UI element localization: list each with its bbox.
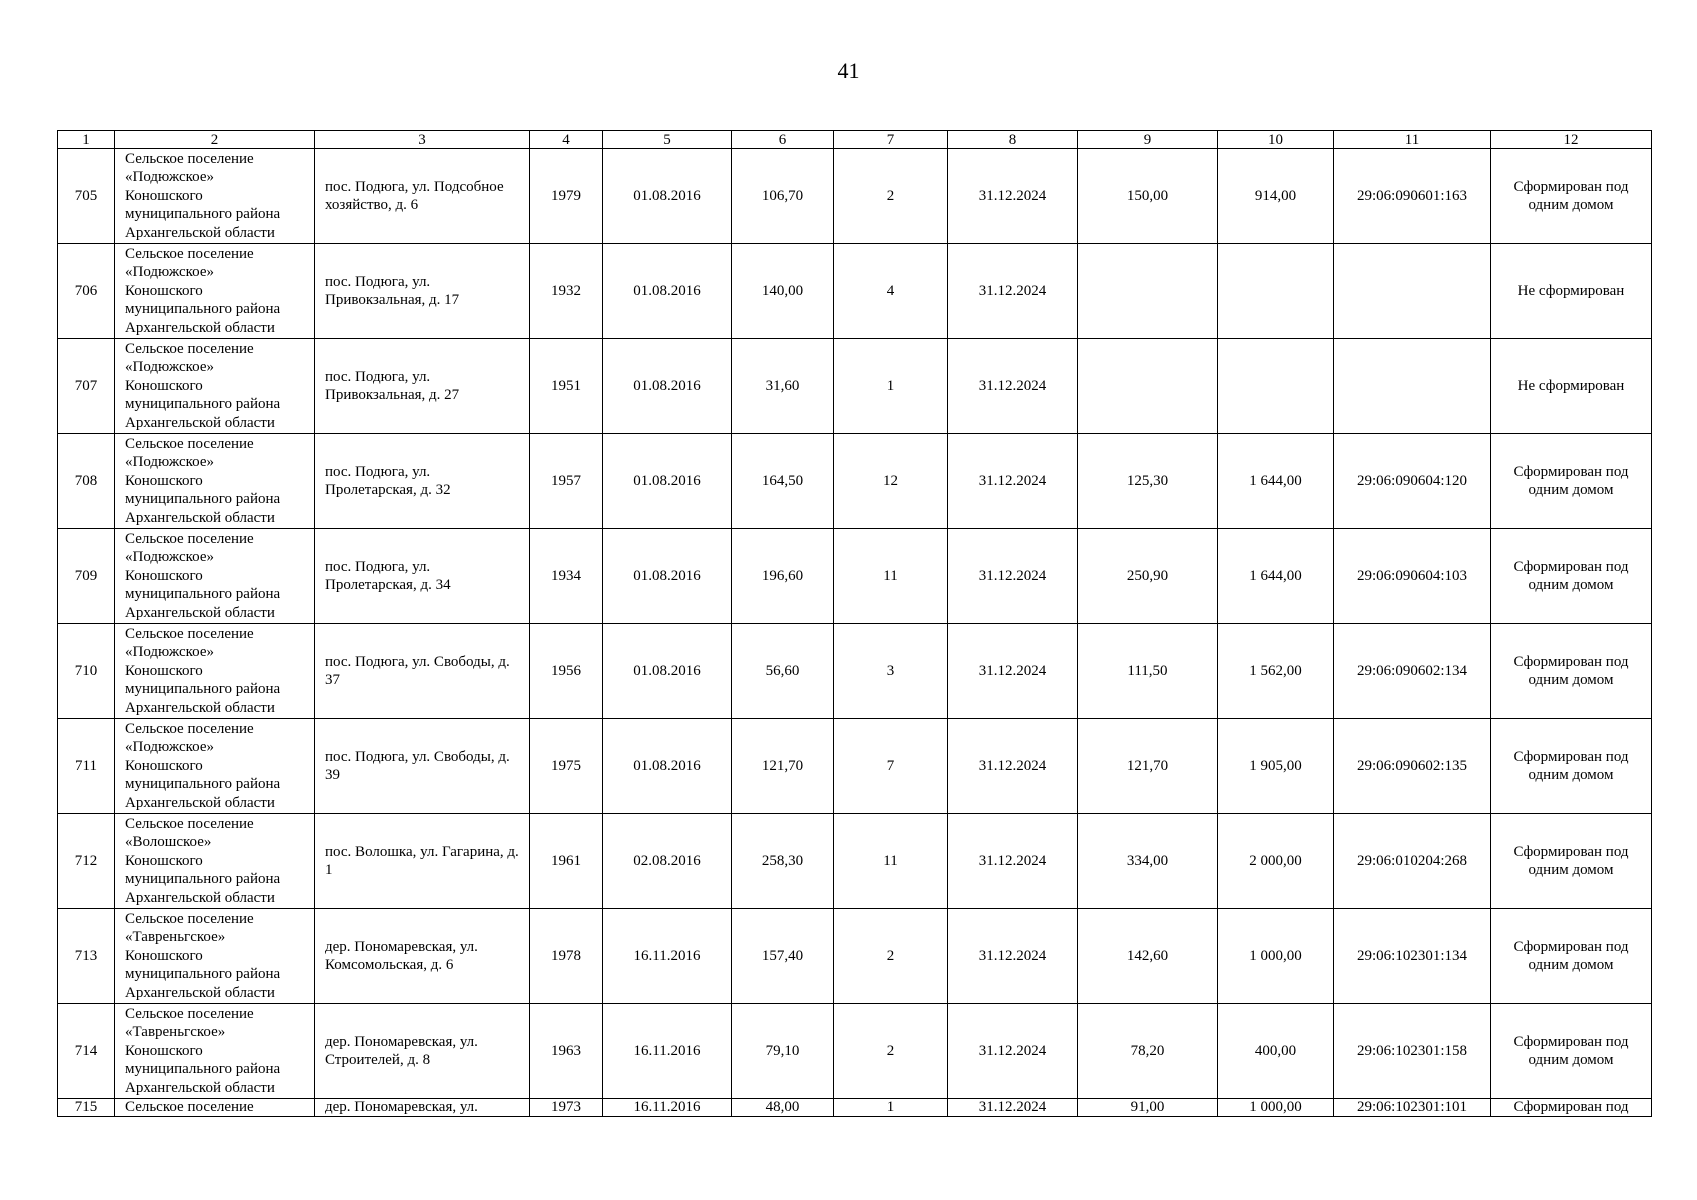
year-cell: 1934 — [530, 529, 603, 624]
owner-line: Сельское поселение — [125, 625, 254, 642]
year-cell: 1978 — [530, 909, 603, 1004]
deadline-cell: 31.12.2024 — [948, 814, 1078, 909]
col9-cell — [1078, 339, 1218, 434]
owner-line: Архангельской области — [125, 889, 275, 906]
residents-cell: 4 — [834, 244, 948, 339]
owner-line: Архангельской области — [125, 224, 275, 241]
deadline-cell: 31.12.2024 — [948, 909, 1078, 1004]
residents-cell: 1 — [834, 339, 948, 434]
year-cell: 1957 — [530, 434, 603, 529]
col9-cell: 334,00 — [1078, 814, 1218, 909]
deadline-cell: 31.12.2024 — [948, 339, 1078, 434]
column-header: 6 — [732, 131, 834, 149]
owner-line: муниципального района — [125, 681, 281, 698]
owner-line: «Подюжское» — [125, 169, 214, 186]
owner-line: Коношского — [125, 567, 203, 584]
cadastral-cell — [1334, 244, 1491, 339]
owner-line: Сельское поселение — [125, 245, 254, 262]
owner-line: Архангельской области — [125, 699, 275, 716]
cadastral-cell: 29:06:090601:163 — [1334, 149, 1491, 244]
column-header: 2 — [115, 131, 315, 149]
page-number: 41 — [837, 58, 860, 83]
owner-line: «Подюжское» — [125, 359, 214, 376]
row-number: 714 — [58, 1004, 115, 1099]
owner-line: Коношского — [125, 662, 203, 679]
owner-line: «Тавреньгское» — [125, 929, 226, 946]
residents-cell: 1 — [834, 1099, 948, 1117]
area-cell: 157,40 — [732, 909, 834, 1004]
table-row — [58, 339, 1652, 434]
owner-line: муниципального района — [125, 491, 281, 508]
owner-line: Архангельской области — [125, 794, 275, 811]
row-number: 705 — [58, 149, 115, 244]
cadastral-cell: 29:06:102301:101 — [1334, 1099, 1491, 1117]
table-row — [58, 814, 1652, 909]
address-cell: пос. Подюга, ул. Подсобное хозяйство, д. 6 — [315, 149, 530, 244]
cadastral-cell: 29:06:090602:134 — [1334, 624, 1491, 719]
owner-line: «Волошское» — [125, 834, 212, 851]
col9-cell: 250,90 — [1078, 529, 1218, 624]
owner-line: «Подюжское» — [125, 644, 214, 661]
row-number: 712 — [58, 814, 115, 909]
column-header: 9 — [1078, 131, 1218, 149]
table-row — [58, 909, 1652, 1004]
date-cell: 16.11.2016 — [603, 1099, 732, 1117]
owner-line: муниципального района — [125, 871, 281, 888]
col10-cell: 1 000,00 — [1218, 1099, 1334, 1117]
cadastral-cell — [1334, 339, 1491, 434]
col9-cell: 78,20 — [1078, 1004, 1218, 1099]
cadastral-cell: 29:06:102301:158 — [1334, 1004, 1491, 1099]
table-row — [58, 624, 1652, 719]
cadastral-cell: 29:06:010204:268 — [1334, 814, 1491, 909]
owner-line: Коношского — [125, 852, 203, 869]
table-row — [58, 1004, 1652, 1099]
residents-cell: 2 — [834, 1004, 948, 1099]
col10-cell: 2 000,00 — [1218, 814, 1334, 909]
row-number: 713 — [58, 909, 115, 1004]
address-cell: пос. Подюга, ул. Свободы, д. 39 — [315, 719, 530, 814]
table-row — [58, 1099, 1652, 1117]
deadline-cell: 31.12.2024 — [948, 1099, 1078, 1117]
col10-cell — [1218, 339, 1334, 434]
owner-line: «Подюжское» — [125, 454, 214, 471]
col9-cell — [1078, 244, 1218, 339]
address-cell: пос. Подюга, ул. Привокзальная, д. 27 — [315, 339, 530, 434]
column-header: 7 — [834, 131, 948, 149]
column-header: 10 — [1218, 131, 1334, 149]
owner-line: муниципального района — [125, 206, 281, 223]
status-cell: Сформирован под одним домом — [1491, 434, 1652, 529]
address-cell: пос. Подюга, ул. Пролетарская, д. 34 — [315, 529, 530, 624]
row-number: 707 — [58, 339, 115, 434]
cadastral-cell: 29:06:090604:103 — [1334, 529, 1491, 624]
col9-cell: 121,70 — [1078, 719, 1218, 814]
column-header: 4 — [530, 131, 603, 149]
status-cell: Сформирован под одним домом — [1491, 909, 1652, 1004]
year-cell: 1951 — [530, 339, 603, 434]
owner-cell — [115, 149, 315, 244]
year-cell: 1979 — [530, 149, 603, 244]
date-cell: 02.08.2016 — [603, 814, 732, 909]
table-body — [58, 149, 1652, 1117]
address-cell: пос. Волошка, ул. Гагарина, д. 1 — [315, 814, 530, 909]
area-cell: 106,70 — [732, 149, 834, 244]
row-number: 711 — [58, 719, 115, 814]
residents-cell: 11 — [834, 529, 948, 624]
owner-line: Коношского — [125, 187, 203, 204]
area-cell: 31,60 — [732, 339, 834, 434]
owner-line: Архангельской области — [125, 1079, 275, 1096]
residents-cell: 7 — [834, 719, 948, 814]
status-cell: Сформирован под одним домом — [1491, 624, 1652, 719]
column-header: 5 — [603, 131, 732, 149]
table-row — [58, 244, 1652, 339]
owner-line: Архангельской области — [125, 604, 275, 621]
owner-line: Архангельской области — [125, 319, 275, 336]
owner-line: Сельское поселение — [125, 910, 254, 927]
owner-cell — [115, 339, 315, 434]
residents-cell: 11 — [834, 814, 948, 909]
table-row — [58, 529, 1652, 624]
residents-cell: 3 — [834, 624, 948, 719]
deadline-cell: 31.12.2024 — [948, 244, 1078, 339]
table-row — [58, 719, 1652, 814]
owner-line: Архангельской области — [125, 509, 275, 526]
owner-line: Сельское поселение — [125, 530, 254, 547]
owner-line: Коношского — [125, 377, 203, 394]
date-cell: 01.08.2016 — [603, 244, 732, 339]
area-cell: 164,50 — [732, 434, 834, 529]
owner-cell — [115, 814, 315, 909]
owner-cell: Сельское поселение — [115, 1099, 315, 1117]
owner-line: муниципального района — [125, 776, 281, 793]
row-number: 706 — [58, 244, 115, 339]
owner-line: Сельское поселение — [125, 150, 254, 167]
col10-cell: 1 644,00 — [1218, 529, 1334, 624]
residents-cell: 12 — [834, 434, 948, 529]
owner-cell — [115, 529, 315, 624]
owner-cell — [115, 909, 315, 1004]
address-cell: пос. Подюга, ул. Пролетарская, д. 32 — [315, 434, 530, 529]
area-cell: 79,10 — [732, 1004, 834, 1099]
year-cell: 1956 — [530, 624, 603, 719]
year-cell: 1973 — [530, 1099, 603, 1117]
col10-cell — [1218, 244, 1334, 339]
col10-cell: 1 000,00 — [1218, 909, 1334, 1004]
col10-cell: 400,00 — [1218, 1004, 1334, 1099]
column-header: 1 — [58, 131, 115, 149]
housing-registry-table — [57, 130, 1652, 1117]
owner-line: Сельское поселение — [125, 435, 254, 452]
area-cell: 56,60 — [732, 624, 834, 719]
owner-line: муниципального района — [125, 396, 281, 413]
col9-cell: 150,00 — [1078, 149, 1218, 244]
address-cell: дер. Пономаревская, ул. — [315, 1099, 530, 1117]
col9-cell: 91,00 — [1078, 1099, 1218, 1117]
area-cell: 258,30 — [732, 814, 834, 909]
owner-line: «Подюжское» — [125, 264, 214, 281]
cadastral-cell: 29:06:090602:135 — [1334, 719, 1491, 814]
table-row — [58, 434, 1652, 529]
deadline-cell: 31.12.2024 — [948, 149, 1078, 244]
owner-line: Коношского — [125, 282, 203, 299]
col10-cell: 1 905,00 — [1218, 719, 1334, 814]
area-cell: 196,60 — [732, 529, 834, 624]
date-cell: 16.11.2016 — [603, 909, 732, 1004]
owner-line: Сельское поселение — [125, 815, 254, 832]
date-cell: 01.08.2016 — [603, 149, 732, 244]
residents-cell: 2 — [834, 149, 948, 244]
owner-line: Коношского — [125, 472, 203, 489]
owner-line: муниципального района — [125, 586, 281, 603]
address-cell: дер. Пономаревская, ул. Строителей, д. 8 — [315, 1004, 530, 1099]
col10-cell: 1 562,00 — [1218, 624, 1334, 719]
owner-line: «Подюжское» — [125, 739, 214, 756]
owner-line: «Подюжское» — [125, 549, 214, 566]
date-cell: 01.08.2016 — [603, 719, 732, 814]
year-cell: 1961 — [530, 814, 603, 909]
owner-cell — [115, 244, 315, 339]
cadastral-cell: 29:06:102301:134 — [1334, 909, 1491, 1004]
status-cell: Сформирован под — [1491, 1099, 1652, 1117]
owner-cell — [115, 434, 315, 529]
date-cell: 01.08.2016 — [603, 529, 732, 624]
owner-line: Сельское поселение — [125, 340, 254, 357]
address-cell: дер. Пономаревская, ул. Комсомольская, д. 6 — [315, 909, 530, 1004]
owner-line: муниципального района — [125, 1061, 281, 1078]
area-cell: 121,70 — [732, 719, 834, 814]
status-cell: Сформирован под одним домом — [1491, 814, 1652, 909]
owner-cell — [115, 624, 315, 719]
col9-cell: 142,60 — [1078, 909, 1218, 1004]
owner-line: муниципального района — [125, 966, 281, 983]
col10-cell: 914,00 — [1218, 149, 1334, 244]
deadline-cell: 31.12.2024 — [948, 434, 1078, 529]
residents-cell: 2 — [834, 909, 948, 1004]
row-number: 715 — [58, 1099, 115, 1117]
row-number: 709 — [58, 529, 115, 624]
owner-line: Коношского — [125, 1042, 203, 1059]
date-cell: 01.08.2016 — [603, 434, 732, 529]
column-header: 11 — [1334, 131, 1491, 149]
row-number: 708 — [58, 434, 115, 529]
owner-line: Коношского — [125, 757, 203, 774]
address-cell: пос. Подюга, ул. Привокзальная, д. 17 — [315, 244, 530, 339]
owner-line: Архангельской области — [125, 414, 275, 431]
owner-line: «Тавреньгское» — [125, 1024, 226, 1041]
date-cell: 01.08.2016 — [603, 624, 732, 719]
col9-cell: 111,50 — [1078, 624, 1218, 719]
owner-cell — [115, 719, 315, 814]
status-cell: Сформирован под одним домом — [1491, 1004, 1652, 1099]
status-cell: Сформирован под одним домом — [1491, 529, 1652, 624]
column-header: 8 — [948, 131, 1078, 149]
owner-line: муниципального района — [125, 301, 281, 318]
row-number: 710 — [58, 624, 115, 719]
cadastral-cell: 29:06:090604:120 — [1334, 434, 1491, 529]
date-cell: 01.08.2016 — [603, 339, 732, 434]
col9-cell: 125,30 — [1078, 434, 1218, 529]
column-number-row — [58, 131, 1652, 149]
col10-cell: 1 644,00 — [1218, 434, 1334, 529]
owner-line: Сельское поселение — [125, 720, 254, 737]
year-cell: 1975 — [530, 719, 603, 814]
deadline-cell: 31.12.2024 — [948, 719, 1078, 814]
deadline-cell: 31.12.2024 — [948, 1004, 1078, 1099]
owner-cell — [115, 1004, 315, 1099]
year-cell: 1963 — [530, 1004, 603, 1099]
owner-line: Коношского — [125, 947, 203, 964]
column-header: 12 — [1491, 131, 1652, 149]
column-header: 3 — [315, 131, 530, 149]
area-cell: 140,00 — [732, 244, 834, 339]
status-cell: Сформирован под одним домом — [1491, 149, 1652, 244]
year-cell: 1932 — [530, 244, 603, 339]
date-cell: 16.11.2016 — [603, 1004, 732, 1099]
status-cell: Не сформирован — [1491, 244, 1652, 339]
status-cell: Сформирован под одним домом — [1491, 719, 1652, 814]
deadline-cell: 31.12.2024 — [948, 529, 1078, 624]
address-cell: пос. Подюга, ул. Свободы, д. 37 — [315, 624, 530, 719]
table-row — [58, 149, 1652, 244]
owner-line: Архангельской области — [125, 984, 275, 1001]
owner-line: Сельское поселение — [125, 1005, 254, 1022]
deadline-cell: 31.12.2024 — [948, 624, 1078, 719]
status-cell: Не сформирован — [1491, 339, 1652, 434]
area-cell: 48,00 — [732, 1099, 834, 1117]
